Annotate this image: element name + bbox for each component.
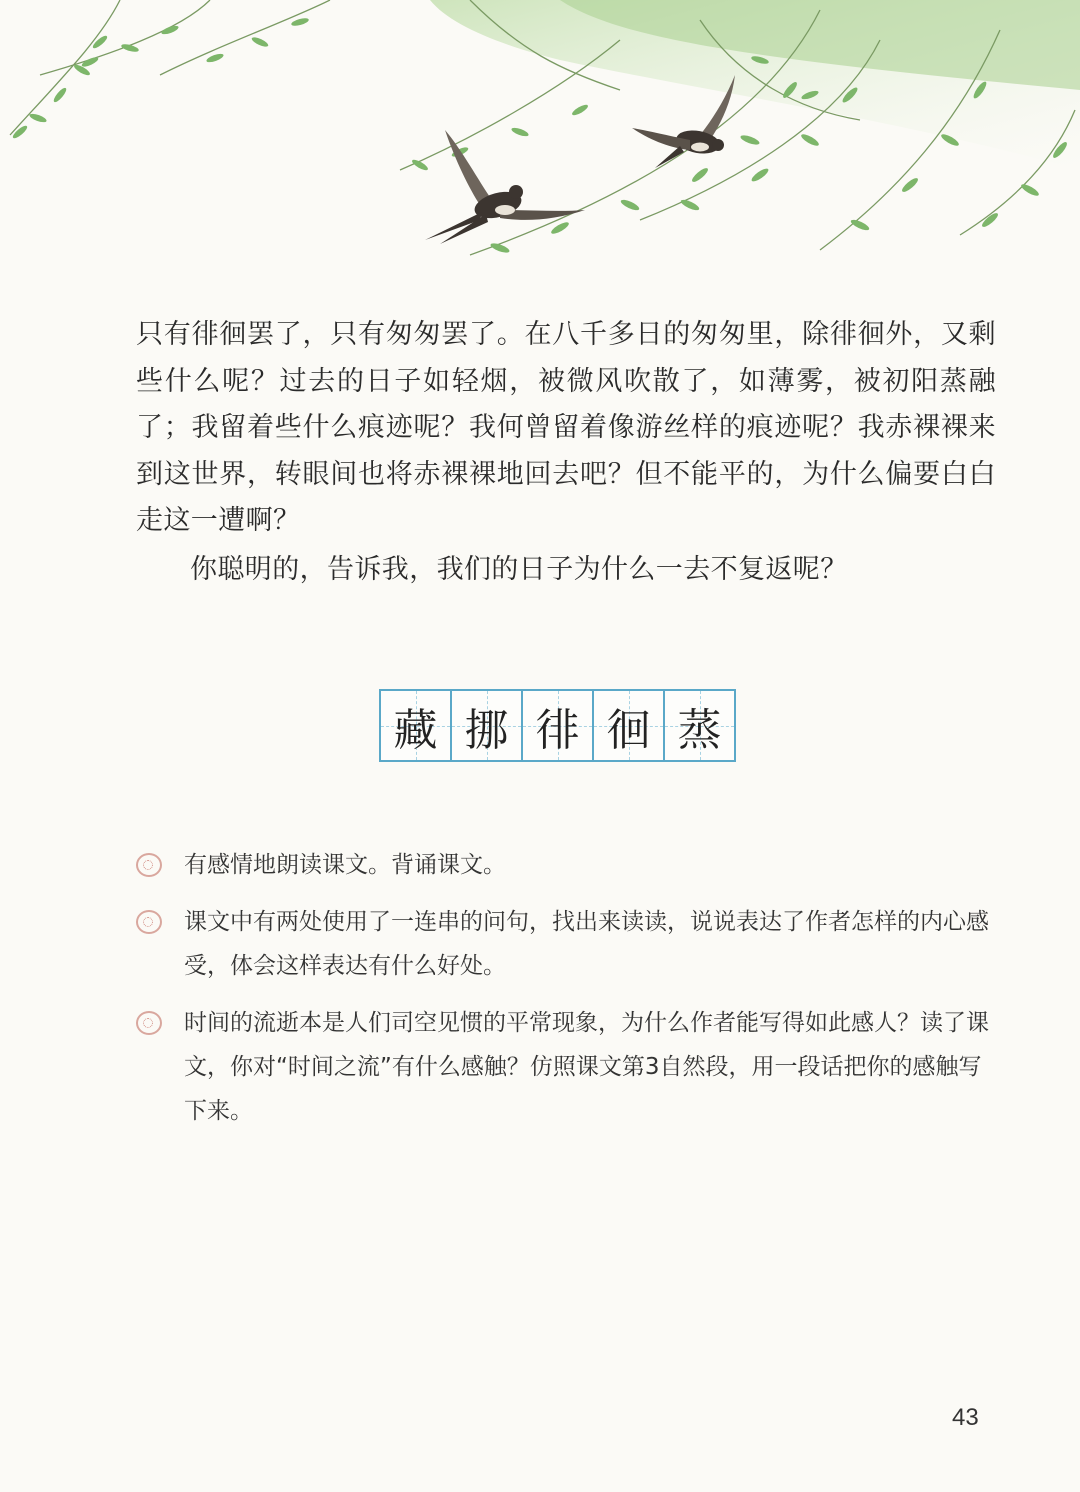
exercise-text: 有感情地朗读课文。背诵课文。 (184, 852, 506, 878)
paragraph-2: 你聪明的，告诉我，我们的日子为什么一去不复返呢？ (190, 553, 848, 585)
exercise-bullet-icon (136, 853, 162, 877)
exercise-item (136, 1001, 996, 1133)
exercise-item (136, 900, 996, 988)
vocabulary-character-grid (379, 689, 736, 762)
exercise-item (136, 843, 996, 887)
exercise-list (136, 843, 996, 1146)
exercise-text: 时间的流逝本是人们司空见惯的平常现象，为什么作者能写得如此感人？读了课文，你对“时间之流”有什么感触？仿照课文第3自然段，用一段话把你的感触写下来。 (184, 1010, 989, 1124)
vocab-char-cell: 蒸 (663, 691, 734, 760)
willow-swallow-illustration (0, 0, 1080, 290)
exercise-bullet-icon (136, 910, 162, 934)
vocab-char-cell: 徘 (521, 691, 592, 760)
lesson-body-text (136, 312, 996, 593)
vocab-char-cell: 徊 (592, 691, 663, 760)
page-number: 43 (952, 1404, 979, 1431)
exercise-bullet-icon (136, 1011, 162, 1035)
paragraph-1: 只有徘徊罢了，只有匆匆罢了。在八千多日的匆匆里，除徘徊外，又剩些什么呢？过去的日子如轻烟，被微风吹散了，如薄雾，被初阳蒸融了；我留着些什么痕迹呢？我何曾留着像游丝样的痕迹呢？我赤裸裸来到这世界，转眼间也将赤裸裸地回去吧？但不能平的，为什么偏要白白走这一遭啊？ (136, 319, 996, 536)
vocab-char-cell: 藏 (381, 691, 450, 760)
exercise-text: 课文中有两处使用了一连串的问句，找出来读读，说说表达了作者怎样的内心感受，体会这样表达有什么好处。 (184, 909, 989, 979)
vocab-char-cell: 挪 (450, 691, 521, 760)
